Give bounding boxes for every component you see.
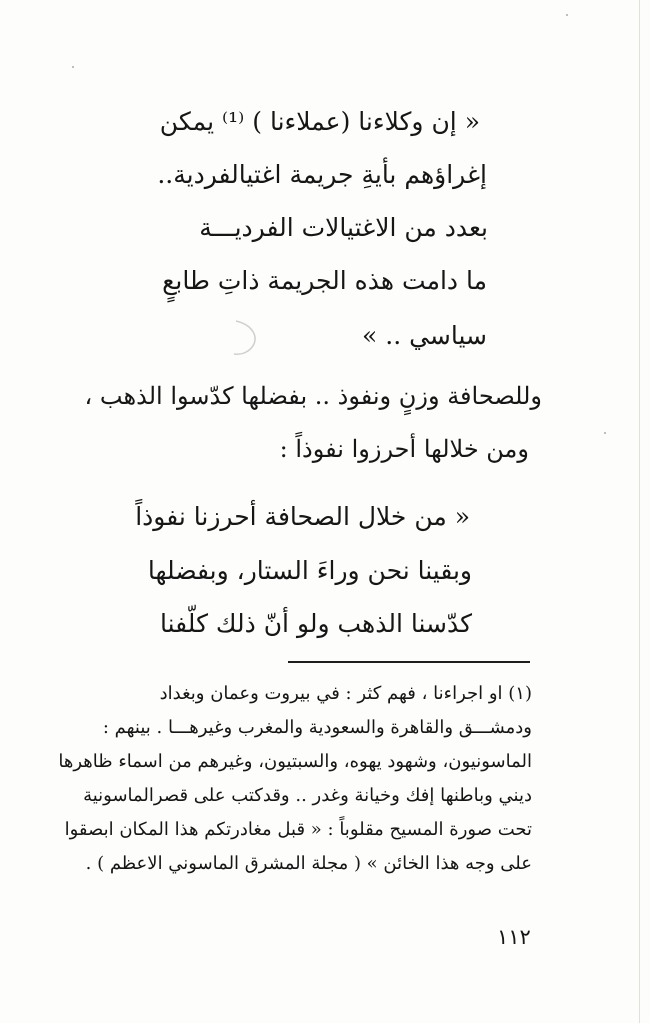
prose-line: وللصحافة وزنٍ ونفوذ .. بفضلها كدّسوا الذهب ، [84,382,542,410]
verse-line: وبقينا نحن وراءَ الستار، وبفضلها [147,556,472,585]
page-gutter-edge [639,0,640,1023]
footnote-line: على وجه هذا الخائن » ( مجلة المشرق الماسوني الاعظم ) . [85,853,532,874]
verse-line: « من خلال الصحافة أحرزنا نفوذاً [135,502,470,531]
verse-line: إغراؤهم بأيةِ جريمة اغتيالفردية.. [157,160,487,189]
verse-line: كدّسنا الذهب ولو أنّ ذلك كلّفنا [160,609,472,638]
prose-line: ومن خلالها أحرزوا نفوذاً : [279,435,529,463]
scan-speck [566,14,568,16]
footnote-line: الماسونيون، وشهود يهوه، والسبتيون، وغيرهم من اسماء ظاهرها [58,751,532,772]
verse-line: بعدد من الاغتيالات الفرديـــة [199,213,488,242]
footnote-line: ودمشـــق والقاهرة والسعودية والمغرب وغيرهـــا . بينهم : [102,717,532,738]
scan-speck [604,432,606,434]
verse-line: ما دامت هذه الجريمة ذاتِ طابعٍ [162,266,487,295]
faint-stroke-mark [228,318,264,358]
verse-line: « إن وكلاءنا (عملاءنا ) ⁽¹⁾ يمكن [159,107,480,136]
scan-speck [72,66,74,68]
footnote-line: تحت صورة المسيح مقلوباً : « قبل مغادرتكم هذا المكان ابصقوا [64,819,532,840]
page-number: ١١٢ [497,925,531,949]
footnote-line: ديني وباطنها إفك وخيانة وغدر .. وقدكتب على قصرالماسونية [83,785,532,806]
footnote-separator [288,661,530,663]
footnote-line: (١) او اجراءنا ، فهم كثر : في بيروت وعمان وبغداد [159,683,532,704]
verse-line: سياسي .. » [362,321,487,350]
